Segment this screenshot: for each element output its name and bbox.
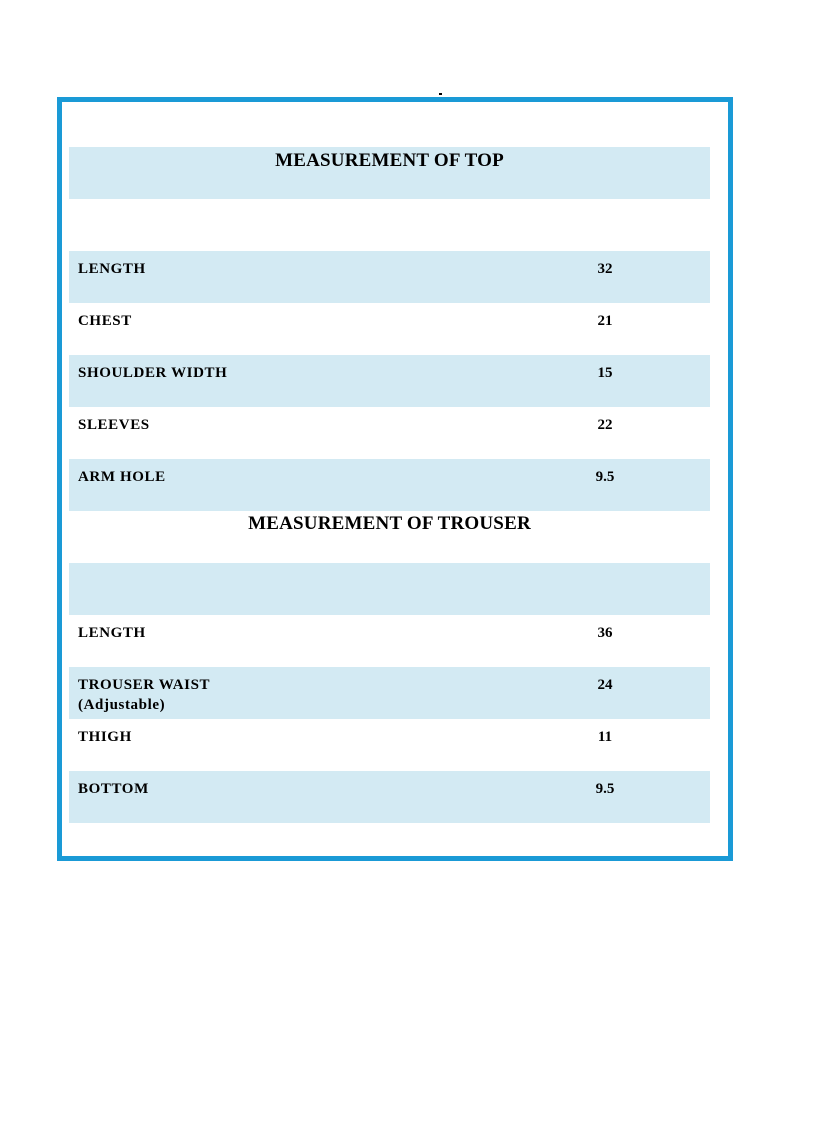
table-row — [69, 303, 710, 355]
row-label: BOTTOM — [78, 781, 149, 797]
stray-mark — [439, 93, 442, 95]
row-value: 36 — [597, 625, 613, 641]
row-label: LENGTH — [78, 625, 146, 641]
trouser-heading-row — [69, 511, 710, 563]
spacer-row — [69, 563, 710, 615]
table-row — [69, 667, 710, 719]
trouser-section-heading: MEASUREMENT OF TROUSER — [248, 513, 531, 534]
row-label-note: (Adjustable) — [78, 697, 166, 713]
table-row — [69, 771, 710, 823]
row-value: 21 — [597, 313, 613, 329]
row-label: SLEEVES — [78, 417, 150, 433]
row-value: 32 — [597, 261, 613, 277]
row-label: LENGTH — [78, 261, 146, 277]
row-value: 11 — [597, 729, 613, 745]
measurement-table — [69, 147, 710, 823]
row-label: TROUSER WAIST — [78, 677, 211, 693]
row-label: SHOULDER WIDTH — [78, 365, 228, 381]
table-row — [69, 459, 710, 511]
row-value: 24 — [597, 677, 613, 693]
table-row — [69, 719, 710, 771]
row-value: 22 — [597, 417, 613, 433]
table-row — [69, 615, 710, 667]
row-value: 9.5 — [595, 469, 615, 485]
row-value: 15 — [597, 365, 613, 381]
row-label: THIGH — [78, 729, 132, 745]
table-row — [69, 355, 710, 407]
spacer-row — [69, 199, 710, 251]
row-label-group — [78, 675, 210, 715]
table-row — [69, 407, 710, 459]
table-row — [69, 251, 710, 303]
row-value: 9.5 — [595, 781, 615, 797]
row-label: CHEST — [78, 313, 132, 329]
top-heading-row — [69, 147, 710, 199]
top-section-heading: MEASUREMENT OF TOP — [275, 150, 504, 171]
row-label: ARM HOLE — [78, 469, 166, 485]
